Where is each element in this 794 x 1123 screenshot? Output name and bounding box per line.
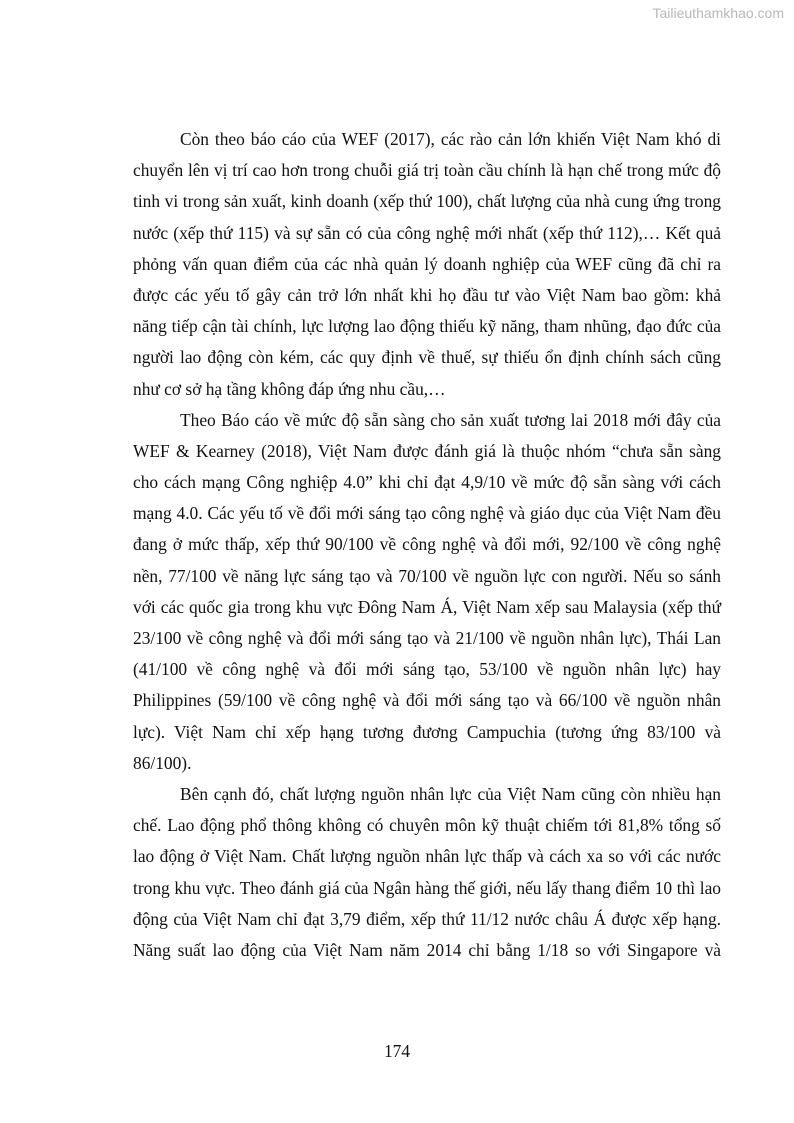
- text-line: chuyển lên vị trí cao hơn trong chuỗi giá trị toàn cầu chính là hạn chế trong mức độ: [133, 160, 721, 181]
- paragraph: [133, 124, 721, 405]
- text-line: năng tiếp cận tài chính, lực lượng lao động thiếu kỹ năng, tham nhũng, đạo đức của: [133, 316, 721, 337]
- text-line: lao động ở Việt Nam. Chất lượng nguồn nhân lực thấp và cách xa so với các nước: [133, 846, 721, 867]
- body-text: [133, 124, 721, 966]
- text-line: Philippines (59/100 về công nghệ và đổi mới sáng tạo và 66/100 về nguồn nhân: [133, 690, 721, 711]
- text-line: 86/100).: [133, 752, 192, 773]
- text-line: Năng suất lao động của Việt Nam năm 2014 chỉ bằng 1/18 so với Singapore và: [133, 939, 721, 960]
- text-line: Bên cạnh đó, chất lượng nguồn nhân lực của Việt Nam cũng còn nhiều hạn: [180, 783, 721, 804]
- text-line: lực). Việt Nam chỉ xếp hạng tương đương Campuchia (tương ứng 83/100 và: [133, 721, 721, 742]
- text-line: mạng 4.0. Các yếu tố về đổi mới sáng tạo công nghệ và giáo dục của Việt Nam đều: [133, 503, 721, 524]
- text-line: được các yếu tố gây cản trở lớn nhất khi họ đầu tư vào Việt Nam bao gồm: khả: [133, 284, 721, 305]
- paragraph: [133, 779, 721, 966]
- text-line: nền, 77/100 về năng lực sáng tạo và 70/100 về nguồn lực con người. Nếu so sánh: [133, 565, 721, 586]
- watermark: Tailieuthamkhao.com: [652, 5, 784, 21]
- page-number: 174: [383, 1041, 411, 1061]
- text-line: cho cách mạng Công nghiệp 4.0” khi chỉ đạt 4,9/10 về mức độ sẵn sàng với cách: [133, 472, 721, 493]
- text-line: động của Việt Nam chỉ đạt 3,79 điểm, xếp thứ 11/12 nước châu Á được xếp hạng.: [133, 908, 721, 929]
- text-line: với các quốc gia trong khu vực Đông Nam Á, Việt Nam xếp sau Malaysia (xếp thứ: [133, 596, 721, 617]
- text-line: phỏng vấn quan điểm của các nhà quản lý doanh nghiệp của WEF cũng đã chỉ ra: [133, 253, 721, 274]
- text-line: người lao động còn kém, các quy định về thuế, sự thiếu ổn định chính sách cũng: [133, 347, 721, 368]
- text-line: Còn theo báo cáo của WEF (2017), các rào cản lớn khiến Việt Nam khó di: [180, 129, 721, 149]
- text-line: nước (xếp thứ 115) và sự sẵn có của công nghệ mới nhất (xếp thứ 112),… Kết quả: [133, 222, 721, 243]
- paragraph: [133, 405, 721, 779]
- text-line: đang ở mức thấp, xếp thứ 90/100 về công nghệ và đổi mới, 92/100 về công nghệ: [133, 534, 721, 555]
- text-line: (41/100 về công nghệ và đổi mới sáng tạo, 53/100 về nguồn nhân lực) hay: [133, 659, 721, 680]
- text-line: Theo Báo cáo về mức độ sẵn sàng cho sản xuất tương lai 2018 mới đây của: [180, 409, 721, 430]
- text-line: 23/100 về công nghệ và đổi mới sáng tạo và 21/100 về nguồn nhân lực), Thái Lan: [133, 628, 721, 648]
- text-line: WEF & Kearney (2018), Việt Nam được đánh giá là thuộc nhóm “chưa sẵn sàng: [133, 440, 721, 461]
- text-line: chế. Lao động phổ thông không có chuyên môn kỹ thuật chiếm tới 81,8% tổng số: [133, 815, 721, 836]
- text-line: như cơ sở hạ tầng không đáp ứng nhu cầu,…: [133, 378, 446, 399]
- text-line: trong khu vực. Theo đánh giá của Ngân hàng thế giới, nếu lấy thang điểm 10 thì lao: [133, 877, 721, 898]
- text-line: tinh vi trong sản xuất, kinh doanh (xếp thứ 100), chất lượng của nhà cung ứng trong: [133, 191, 721, 212]
